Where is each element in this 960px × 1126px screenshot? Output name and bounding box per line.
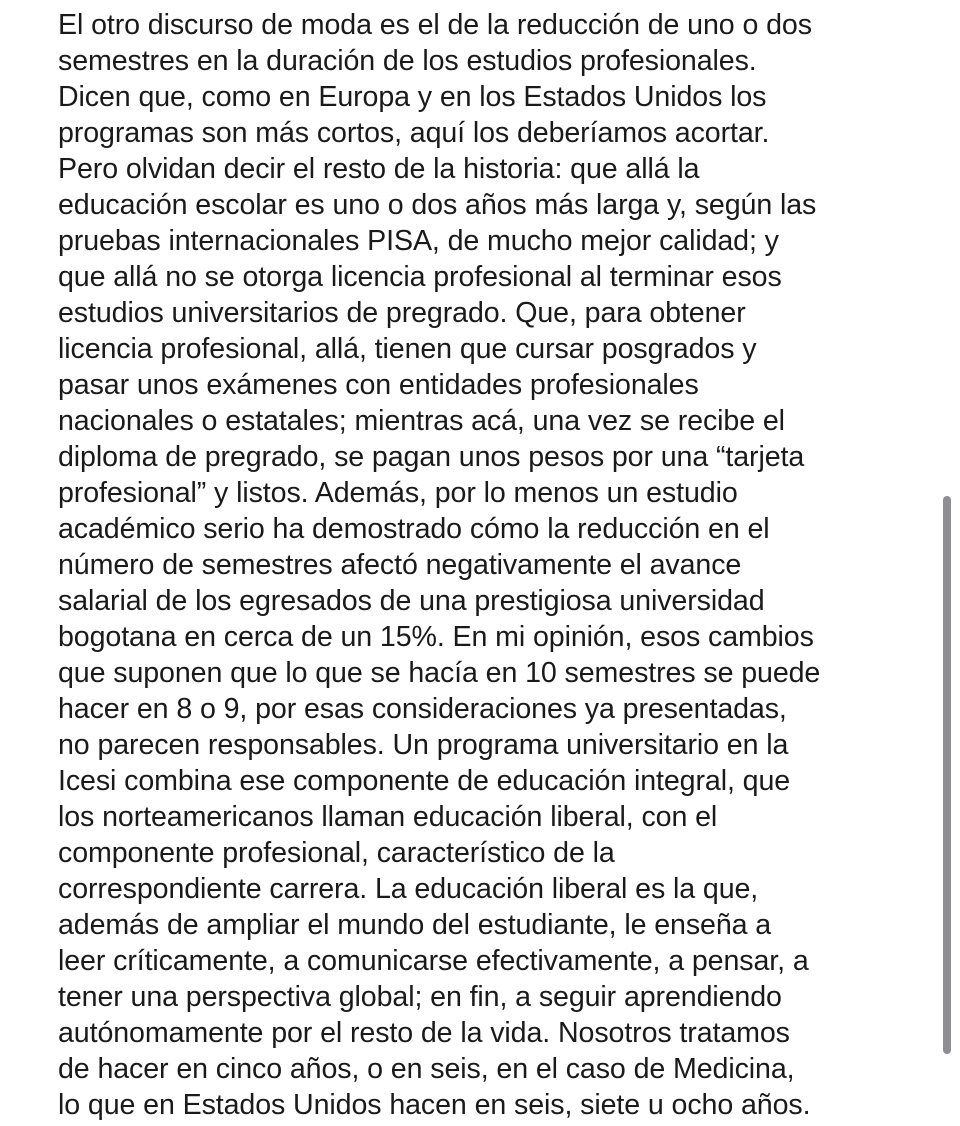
vertical-scrollbar[interactable] xyxy=(943,496,951,1054)
article-paragraph: El otro discurso de moda es el de la reducción de uno o dos semestres en la duración de los estudios profesionales. Dicen que, como en Europa y en los Estados Unidos los programas son más cortos, aquí los deberíamos acortar. Pero olvidan decir el resto de la historia: que allá la educación escolar es uno o dos años más larga y, según las pruebas internacionales PISA, de mucho mejor calidad; y que allá no se otorga licencia profesional al terminar esos estudios universitarios de pregrado. Que, para obtener licencia profesional, allá, tienen que cursar posgrados y pasar unos exámenes con entidades profesionales nacionales o estatales; mientras acá, una vez se recibe el diploma de pregrado, se pagan unos pesos por una “tarjeta profesional” y listos. Además, por lo menos un estudio académico serio ha demostrado cómo la reducción en el número de semestres afectó negativamente el avance salarial de los egresados de una prestigiosa universidad bogotana en cerca de un 15%. En mi opinión, esos cambios que suponen que lo que se hacía en 10 semestres se puede hacer en 8 o 9, por esas consideraciones ya presentadas, no parecen responsables. Un programa universitario en la Icesi combina ese componente de educación integral, que los norteamericanos llaman educación liberal, con el componente profesional, característico de la correspondiente carrera. La educación liberal es la que, además de ampliar el mundo del estudiante, le enseña a leer críticamente, a comunicarse efectivamente, a pensar, a tener una perspectiva global; en fin, a seguir aprendiendo autónomamente por el resto de la vida. Nosotros tratamos de hacer en cinco años, o en seis, en el caso de Medicina, lo que en Estados Unidos hacen en seis, siete u ocho años. xyxy=(58,9,821,1121)
scrollbar-thumb[interactable] xyxy=(943,496,951,1054)
